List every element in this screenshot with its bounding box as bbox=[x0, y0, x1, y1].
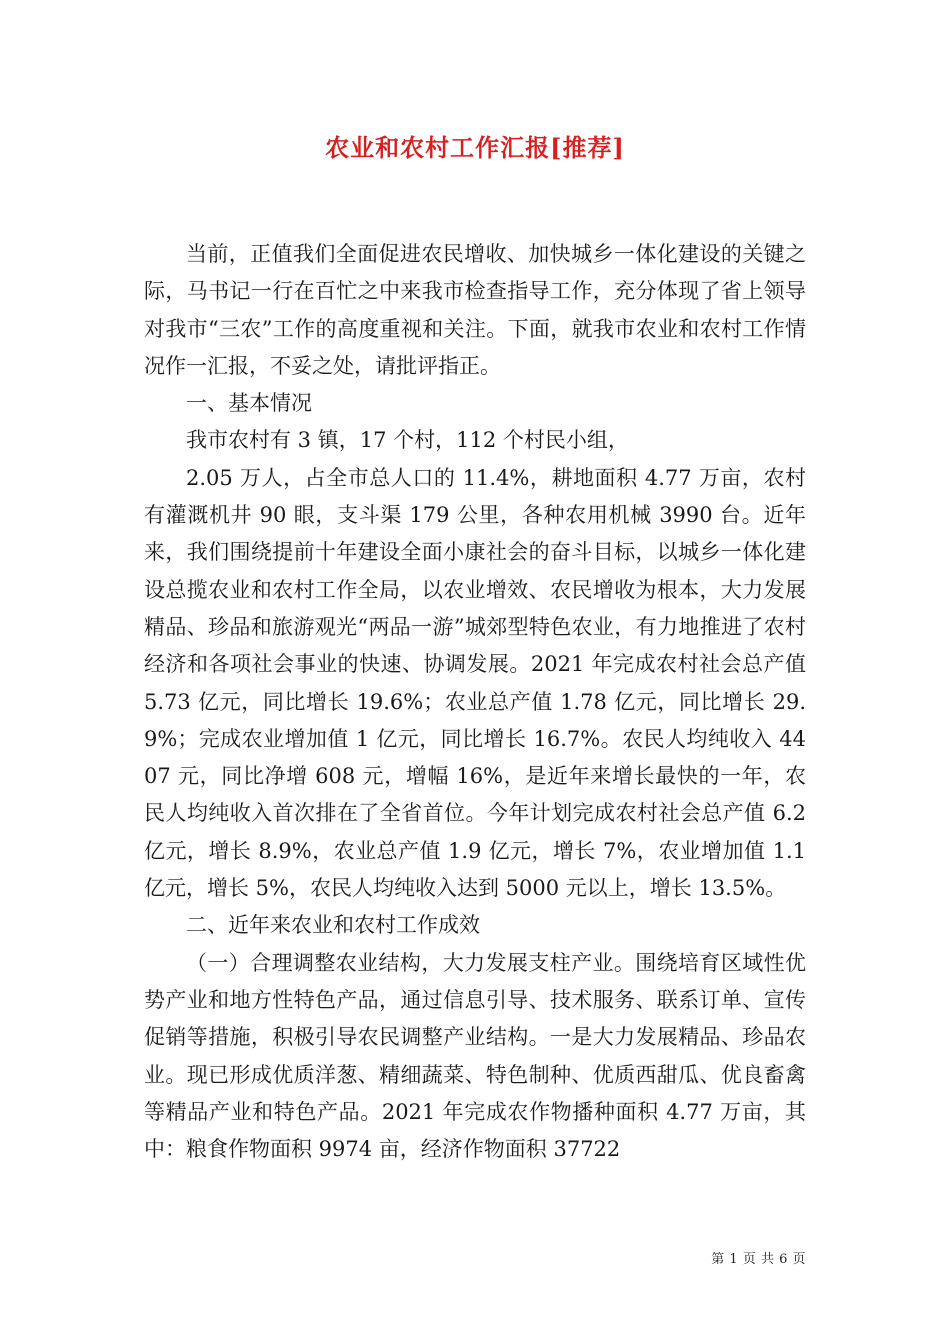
paragraph-structure-adjustment: （一）合理调整农业结构，大力发展支柱产业。围绕培育区域性优势产业和地方性特色产品，通过信息引导、技术服务、联系订单、宣传促销等措施，积极引导农民调整产业结构。一是大力发展精品、珍品农业。现已形成优质洋葱、精细蔬菜、特色制种、优质西甜瓜、优良畜禽等精品产业和特色产品。2021 年完成农作物播种面积 4.77 万亩，其中：粮食作物面积 9974 亩，经济作物面积 37722 bbox=[144, 950, 806, 1162]
document-title: 农业和农村工作汇报[推荐] bbox=[325, 133, 625, 162]
page-number-footer: 第 1 页 共 6 页 bbox=[711, 1252, 806, 1267]
paragraph-intro: 当前，正值我们全面促进农民增收、加快城乡一体化建设的关键之际，马书记一行在百忙之中来我市检查指导工作，充分体现了省上领导对我市“三农”工作的高度重视和关注。下面，就我市农业和农村工作情况作一汇报，不妥之处，请批评指正。 bbox=[144, 242, 806, 378]
paragraph-village-count: 我市农村有 3 镇，17 个村，112 个村民小组， bbox=[186, 428, 629, 453]
paragraph-population-stats: 2.05 万人，占全市总人口的 11.4%，耕地面积 4.77 万亩，农村有灌溉机井 90 眼，支斗渠 179 公里，各种农用机械 3990 台。近年来，我们围绕提前十年建设全面小康社会的奋斗目标，以城乡一体化建设总揽农业和农村工作全局，以农业增效、农民增收为根本，大力发展精品、珍品和旅游观光“两品一游”城郊型特色农业，有力地推进了农村经济和各项社会事业的快速、协调发展。2021 年完成农村社会总产值 5.73 亿元，同比增长 19.6%；农业总产值 1.78 亿元，同比增长 29.9%；完成农业增加值 1 亿元，同比增长 16.7%。农民人均纯收入 4407 元，同比净增 608 元，增幅 16%，是近年来增长最快的一年，农民人均纯收入首次排在了全省首位。今年计划完成农村社会总产值 6.2 亿元，增长 8.9%，农业总产值 1.9 亿元，增长 7%，农业增加值 1.1 亿元，增长 5%，农民人均纯收入达到 5000 元以上，增长 13.5%。 bbox=[144, 465, 806, 901]
section-heading-achievements: 二、近年来农业和农村工作成效 bbox=[186, 913, 480, 938]
document-body bbox=[144, 236, 806, 1168]
section-heading-basic-situation: 一、基本情况 bbox=[186, 391, 312, 416]
